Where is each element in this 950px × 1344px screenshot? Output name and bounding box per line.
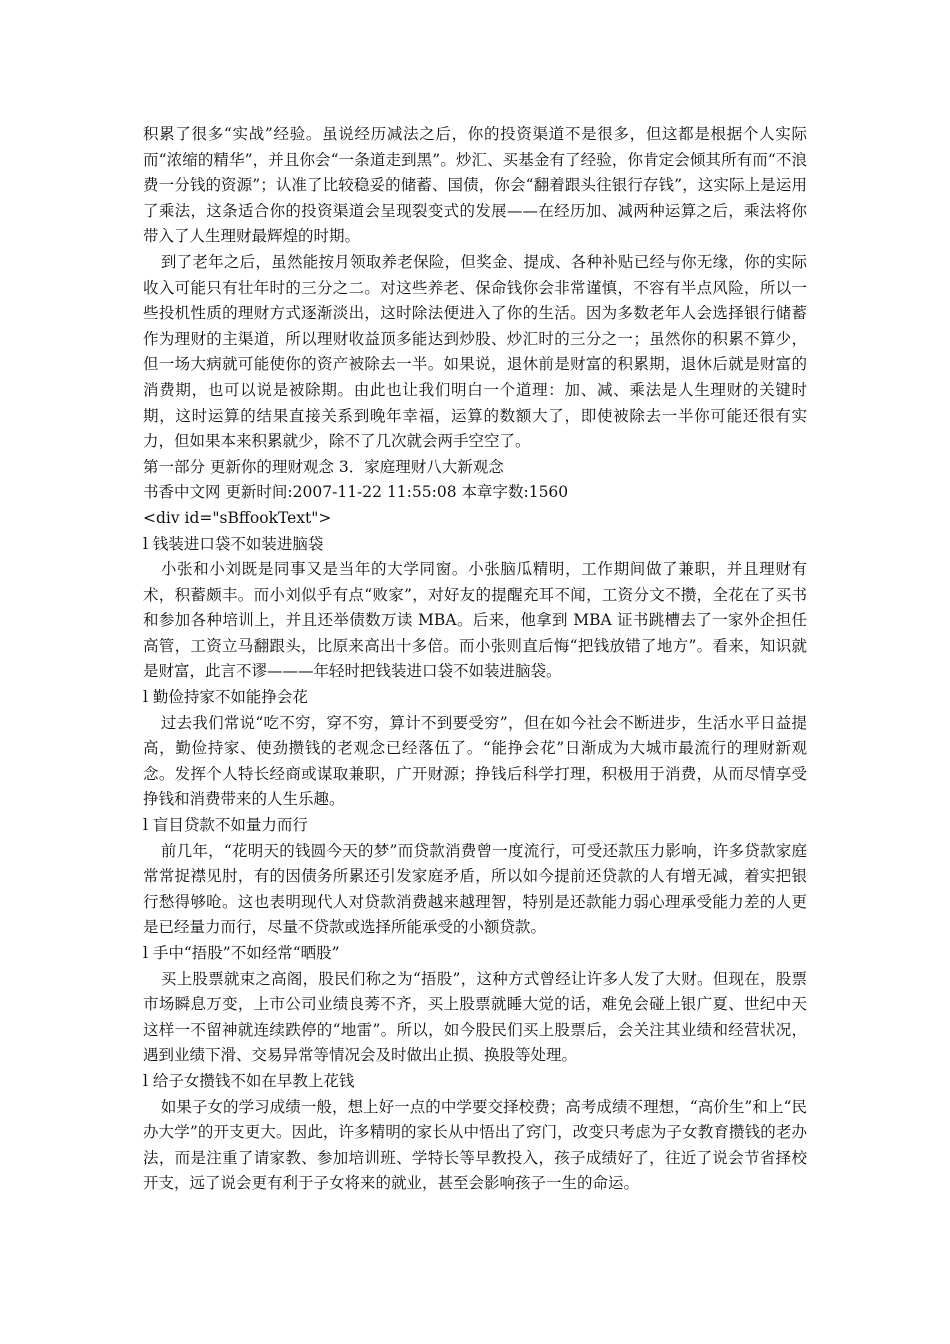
section-paragraph-5: 如果子女的学习成绩一般，想上好一点的中学要交择校费；高考成绩不理想，“高价生”和上“民办大学”的开支更大。因此，许多精明的家长从中悟出了窍门，改变只考虑为子女教育攒钱的老办法，而是注重了请家教、参加培训班、学特长等早教投入，孩子成绩好了，往近了说会节省择校开支，远了说会更有利于子女将来的就业，甚至会影响孩子一生的命运。 xyxy=(143,1097,807,1193)
paragraph-old-age: 到了老年之后，虽然能按月领取养老保险，但奖金、提成、各种补贴已经与你无缘，你的实际收入可能只有壮年时的三分之二。对这些养老、保命钱你会非常谨慎，不容有半点风险，所以一些投机性质的理财方式逐渐淡出，这时除法便进入了你的生活。因为多数老年人会选择银行储蓄作为理财的主渠道，所以理财收益顶多能达到炒股、炒汇时的三分之一；虽然你的积累不算少，但一场大病就可能使你的资产被除去一半。如果说，退休前是财富的积累期，退休后就是财富的消费期，也可以说是被除期。由此也让我们明白一个道理：加、减、乘法是人生理财的关键时期，这时运算的结果直接关系到晚年幸福，运算的数额大了，即使被除去一半你可能还很有实力，但如果本来积累就少，除不了几次就会两手空空了。 xyxy=(143,252,807,451)
paragraph-continuation: 积累了很多“实战”经验。虽说经历减法之后，你的投资渠道不是很多，但这都是根据个人实际而“浓缩的精华”，并且你会“一条道走到黑”。炒汇、买基金有了经验，你肯定会倾其所有而“不浪费一分钱的资源”；认准了比较稳妥的储蓄、国债，你会“翻着跟头往银行存钱”，这实际上是运用了乘法，这条适合你的投资渠道会呈现裂变式的发展——在经历加、减两种运算之后，乘法将你带入了人生理财最辉煌的时期。 xyxy=(143,125,807,246)
section-paragraph-1: 小张和小刘既是同事又是当年的大学同窗。小张脑瓜精明，工作期间做了兼职，并且理财有术，积蓄颇丰。而小刘似乎有点“败家”，对好友的提醒充耳不闻，工资分文不攒，全花在了买书和参加各种培训上，并且还举债数万读 MBA。后来，他拿到 MBA 证书跳槽去了一家外企担任高管，工资立马翻跟头，比原来高出十多倍。而小张则直后悔“把钱放错了地方”。看来，知识就是财富，此言不谬———年轻时把钱装进口袋不如装进脑袋。 xyxy=(143,560,807,681)
section-paragraph-4: 买上股票就束之高阁，股民们称之为“捂股”，这种方式曾经让许多人发了大财。但现在，股票市场瞬息万变，上市公司业绩良莠不齐，买上股票就睡大觉的话，难免会碰上银广夏、世纪中天这样一不留神就连续跌停的“地雷”。所以，如今股民们买上股票后，会关注其业绩和经营状况，遇到业绩下滑、交易异常等情况会及时做出止损、换股等处理。 xyxy=(143,969,807,1065)
section-paragraph-3: 前几年，“花明天的钱圆今天的梦”而贷款消费曾一度流行，可受还款压力影响，许多贷款家庭常常捉襟见肘，有的因债务所累还引发家庭矛盾，所以如今提前还贷款的人有增无减，着实把银行愁得够呛。这也表明现代人对贷款消费越来越理智，特别是还款能力弱心理承受能力差的人更是已经量力而行，尽量不贷款或选择所能承受的小额贷款。 xyxy=(143,841,807,937)
section-heading-4: l 手中“捂股”不如经常“晒股” xyxy=(143,944,340,962)
chapter-heading: 第一部分 更新你的理财观念 3．家庭理财八大新观念 xyxy=(143,457,504,476)
document-page xyxy=(143,122,807,1197)
section-heading-1: l 钱装进口袋不如装进脑袋 xyxy=(143,534,324,553)
section-heading-5: l 给子女攒钱不如在早教上花钱 xyxy=(143,1071,355,1090)
chapter-meta: 书香中文网 更新时间:2007-11-22 11:55:08 本章字数:1560 xyxy=(143,483,569,502)
section-heading-2: l 勤俭持家不如能挣会花 xyxy=(143,688,308,707)
stray-html-text: <div id="sBffookText"> xyxy=(143,508,332,527)
section-heading-3: l 盲目贷款不如量力而行 xyxy=(143,816,308,835)
section-paragraph-2: 过去我们常说“吃不穷，穿不穷，算计不到要受穷”，但在如今社会不断进步，生活水平日益提高，勤俭持家、使劲攒钱的老观念已经落伍了。“能挣会花”日渐成为大城市最流行的理财新观念。发挥个人特长经商或谋取兼职，广开财源；挣钱后科学打理，积极用于消费，从而尽情享受挣钱和消费带来的人生乐趣。 xyxy=(143,713,807,809)
